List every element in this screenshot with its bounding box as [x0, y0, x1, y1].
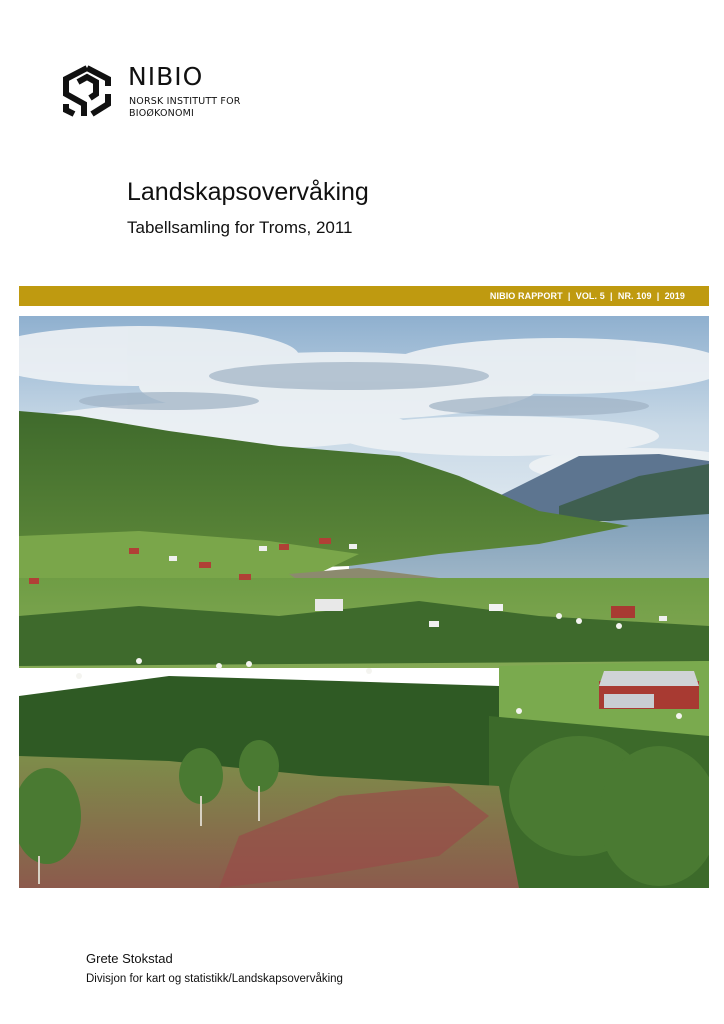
logo-name: NIBIO [128, 62, 204, 91]
cover-photo [19, 316, 709, 888]
report-subtitle: Tabellsamling for Troms, 2011 [127, 218, 353, 237]
nibio-logo-mark-icon [62, 64, 112, 118]
series-band [19, 286, 709, 306]
landscape-photo [19, 316, 709, 888]
division-name: Divisjon for kart og statistikk/Landskapsovervåking [86, 973, 343, 985]
logo-subtitle-line1: NORSK INSTITUTT FOR [129, 96, 241, 107]
series-label: NIBIO RAPPORT | VOL. 5 | NR. 109 | 2019 [489, 291, 685, 301]
logo-subtitle-line2: BIOØKONOMI [129, 108, 195, 119]
logo-subtitle [129, 96, 241, 120]
nibio-logo [62, 62, 242, 122]
author-name: Grete Stokstad [86, 951, 173, 966]
report-title: Landskapsovervåking [127, 178, 369, 206]
